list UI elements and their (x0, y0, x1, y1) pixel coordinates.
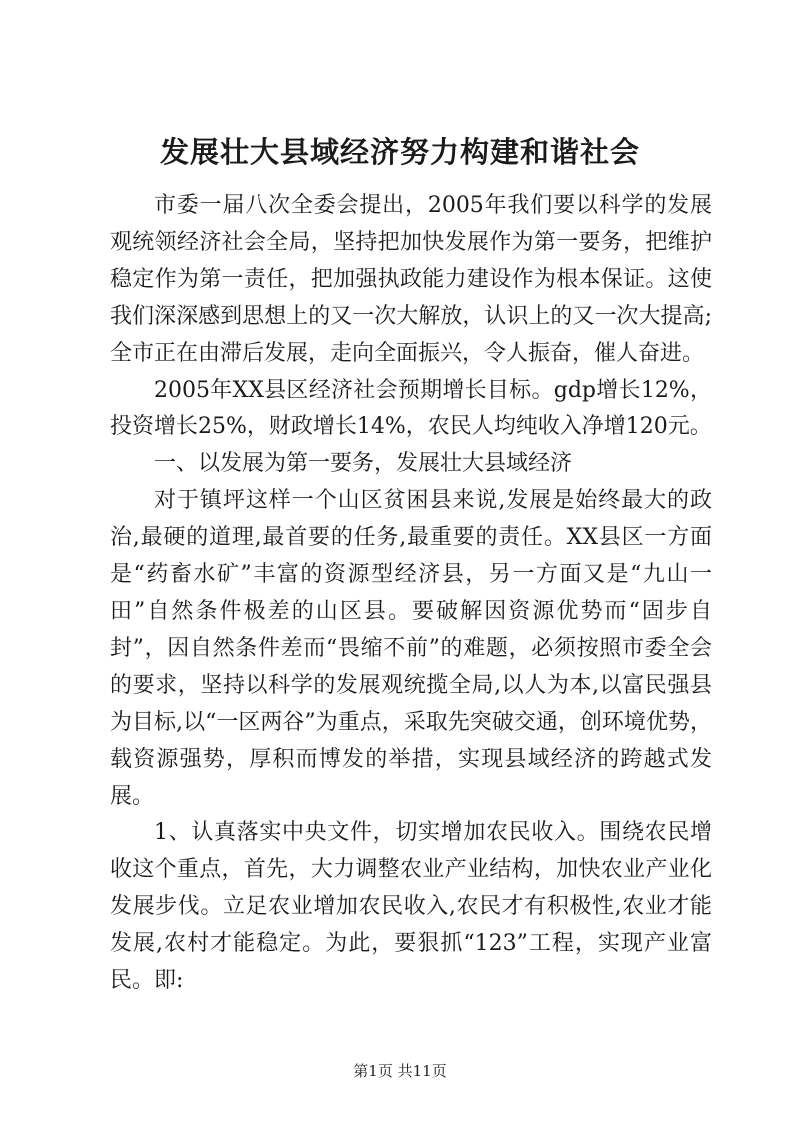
paragraph: 1、认真落实中央文件，切实增加农民收入。围绕农民增收这个重点，首先，大力调整农业产业结构，加快农业产业化发展步伐。立足农业增加农民收入,农民才有积极性,农业才能发展,农村才能稳定。为此，要狠抓“123”工程，实现产业富民。即: (110, 820, 712, 994)
document-title: 发展壮大县域经济努力构建和谐社会 (159, 135, 640, 169)
paragraph: 对于镇坪这样一个山区贫困县来说,发展是始终最大的政治,最硬的道理,最首要的任务,最重要的责任。XX县区一方面是“药畜水矿”丰富的资源型经济县，另一方面又是“九山一田”自然条件极差的山区县。要破解因资源优势而“固步自封”，因自然条件差而“畏缩不前”的难题，必须按照市委全会的要求，坚持以科学的发展观统揽全局,以人为本,以富民强县为目标,以“一区两谷”为重点，采取先突破交通，创环境优势，载资源强势，厚积而博发的举措，实现县域经济的跨越式发展。 (110, 488, 712, 809)
paragraph: 市委一届八次全委会提出，2005年我们要以科学的发展观统领经济社会全局，坚持把加快发展作为第一要务，把维护稳定作为第一责任，把加强执政能力建设作为根本保证。这使我们深深感到思想上的又一次大解放，认识上的又一次大提高;全市正在由滞后发展，走向全面振兴，令人振奋，催人奋进。 (110, 193, 712, 366)
section-heading: 一、以发展为第一要务，发展壮大县域经济 (154, 451, 573, 477)
paragraph: 2005年XX县区经济社会预期增长目标。gdp增长12%，投资增长25%，财政增长14%，农民人均纯收入净增120元。 (110, 377, 712, 440)
page-footer: 第1页 共11页 (353, 1062, 447, 1080)
document-body (110, 188, 712, 1000)
